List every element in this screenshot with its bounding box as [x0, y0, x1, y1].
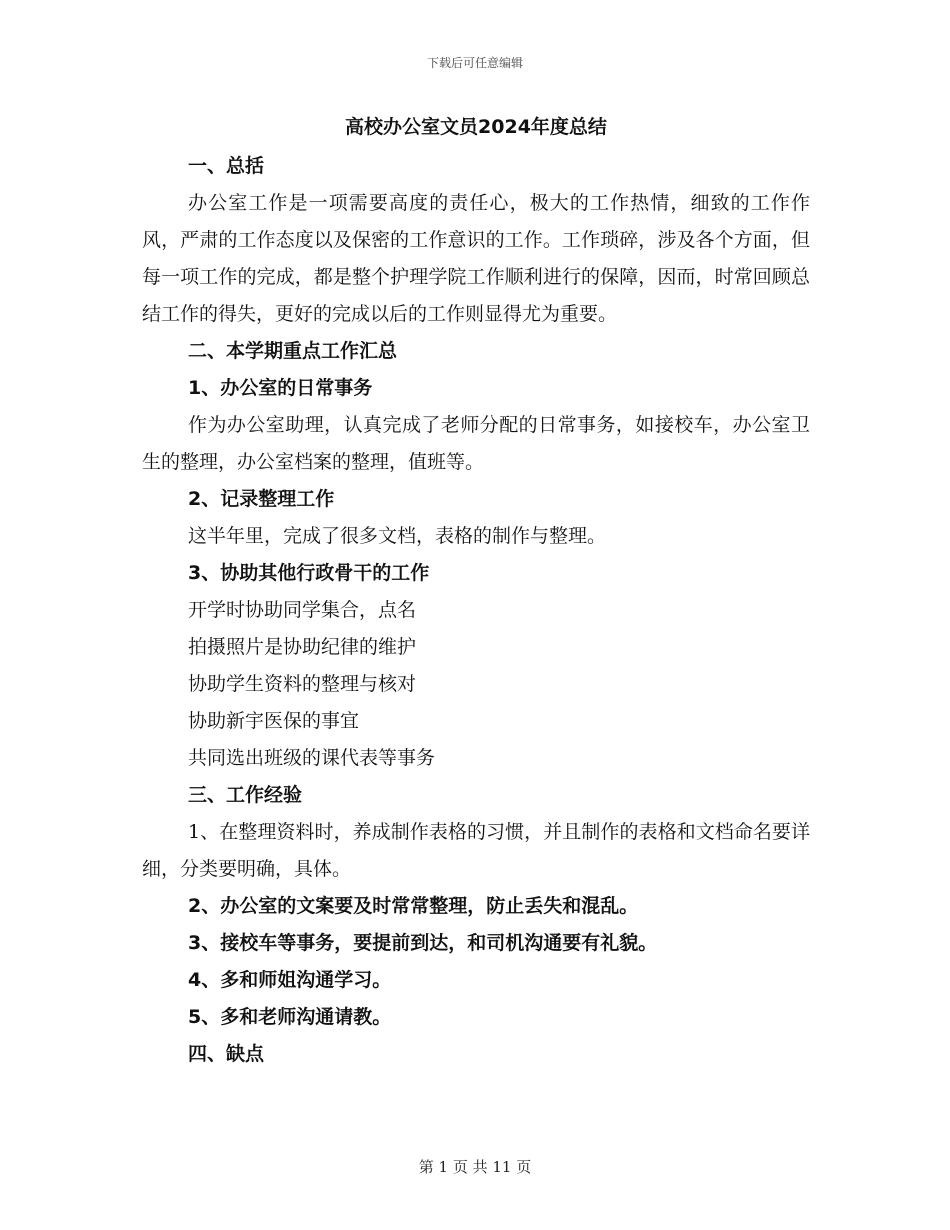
document-body — [142, 112, 810, 1073]
subheading-records: 2、记录整理工作 — [188, 488, 335, 510]
daily-affairs-paragraph: 作为办公室助理，认真完成了老师分配的日常事务，如接校车，办公室卫生的整理，办公室档案的整理，值班等。 — [142, 414, 810, 473]
list-item: 协助新宇医保的事宜 — [188, 710, 360, 732]
summary-paragraph: 办公室工作是一项需要高度的责任心，极大的工作热情，细致的工作作风，严肃的工作态度以及保密的工作意识的工作。工作琐碎，涉及各个方面，但每一项工作的完成，都是整个护理学院工作顺利进行的保障，因而，时常回顾总结工作的得失，更好的完成以后的工作则显得尤为重要。 — [142, 192, 810, 325]
list-item: 5、多和老师沟通请教。 — [188, 1006, 392, 1028]
list-item: 3、接校车等事务，要提前到达，和司机沟通要有礼貌。 — [188, 932, 658, 954]
page-footer: 第 1 页 共 11 页 — [418, 1158, 532, 1176]
records-paragraph: 这半年里，完成了很多文档，表格的制作与整理。 — [188, 525, 607, 547]
subheading-assist: 3、协助其他行政骨干的工作 — [188, 562, 430, 584]
section-heading-shortcomings: 四、缺点 — [188, 1043, 265, 1065]
document-title: 高校办公室文员2024年度总结 — [345, 116, 607, 138]
list-item: 开学时协助同学集合，点名 — [188, 599, 417, 621]
list-item: 协助学生资料的整理与核对 — [188, 673, 417, 695]
list-item: 拍摄照片是协助纪律的维护 — [188, 636, 417, 658]
list-item: 2、办公室的文案要及时常常整理，防止丢失和混乱。 — [188, 895, 639, 917]
list-item: 4、多和师姐沟通学习。 — [188, 969, 392, 991]
subheading-daily-affairs: 1、办公室的日常事务 — [188, 377, 373, 399]
section-heading-experience: 三、工作经验 — [188, 784, 303, 806]
section-heading-summary: 一、总括 — [188, 155, 265, 177]
header-note: 下载后可任意编辑 — [426, 56, 523, 70]
list-item: 共同选出班级的课代表等事务 — [188, 747, 436, 769]
experience-paragraph: 1、在整理资料时，养成制作表格的习惯，并且制作的表格和文档命名要详细，分类要明确，具体。 — [142, 821, 810, 880]
section-heading-key-work: 二、本学期重点工作汇总 — [188, 340, 398, 362]
